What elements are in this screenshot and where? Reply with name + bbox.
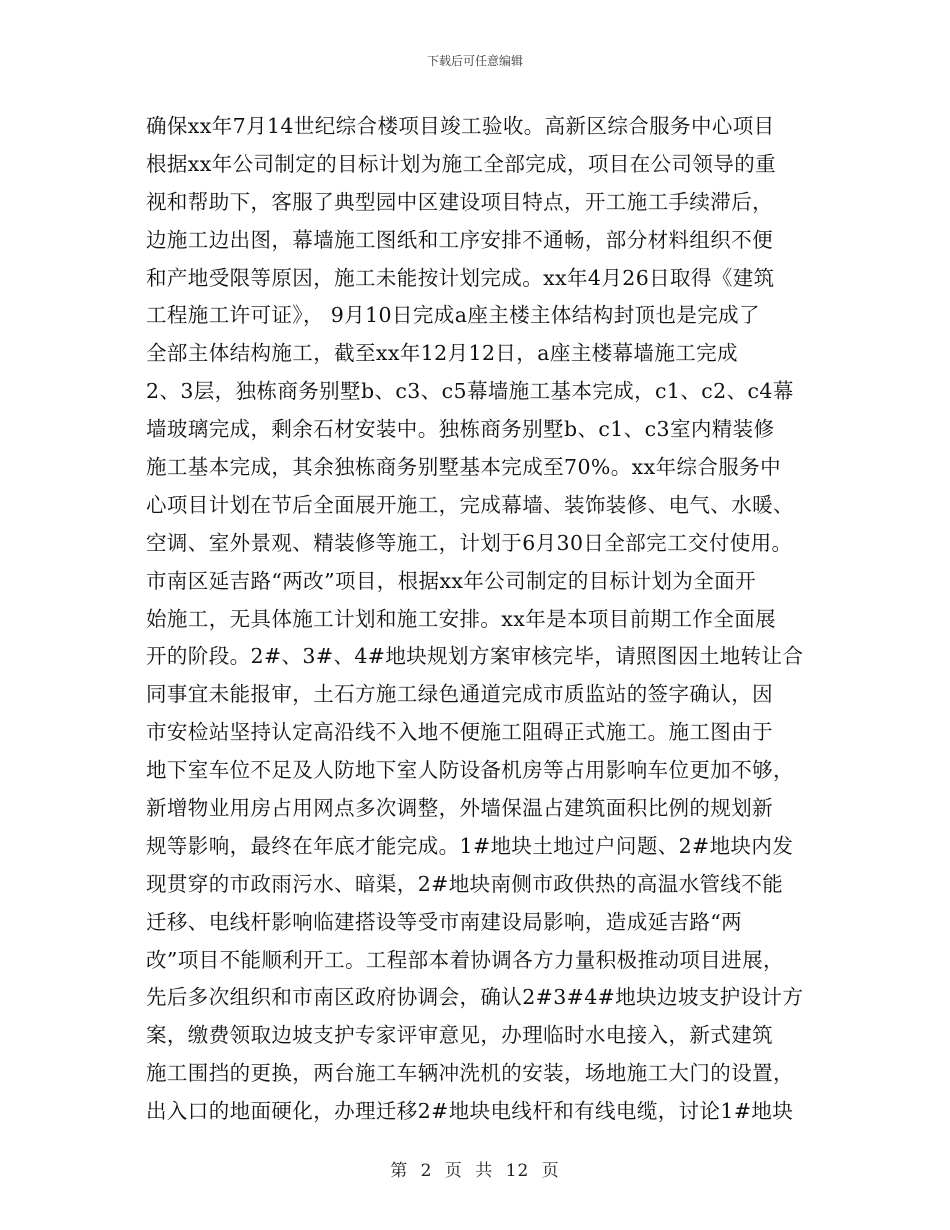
text-line: 同事宜未能报审，土石方施工绿色通道完成市质监站的签字确认，因 bbox=[146, 682, 773, 707]
text-line: 出入口的地面硬化，办理迁移2#地块电线杆和有线电缆，讨论1#地块 bbox=[146, 1099, 794, 1124]
text-line: 改”项目不能顺利开工。工程部本着协调各方力量积极推动项目进展， bbox=[146, 947, 784, 972]
text-line: 规等影响，最终在年底才能完成。1#地块土地过户问题、2#地块内发 bbox=[146, 833, 794, 858]
page-header: 下载后可任意编辑 bbox=[426, 54, 523, 68]
text-line: 视和帮助下，客服了典型园中区建设项目特点，开工施工手续滞后， bbox=[146, 189, 773, 214]
document-body bbox=[146, 108, 826, 1131]
text-line: 2、3层，独栋商务别墅b、c3、c5幕墙施工基本完成，c1、c2、c4幕 bbox=[146, 379, 794, 404]
text-line: 工程施工许可证》， 9月10日完成a座主楼主体结构封顶也是完成了 bbox=[146, 303, 760, 328]
text-line: 迁移、电线杆影响临建搭设等受市南建设局影响，造成延吉路“两 bbox=[146, 909, 743, 934]
text-line: 空调、室外景观、精装修等施工，计划于6月30日全部完工交付使用。 bbox=[146, 530, 793, 555]
text-line: 新增物业用房占用网点多次调整，外墙保温占建筑面积比例的规划新 bbox=[146, 796, 773, 821]
text-line: 施工围挡的更换，两台施工车辆冲洗机的安装，场地施工大门的设置， bbox=[146, 1061, 794, 1086]
text-line: 确保xx年7月14世纪综合楼项目竣工验收。高新区综合服务中心项目 bbox=[146, 114, 775, 138]
text-line: 市南区延吉路“两改”项目，根据xx年公司制定的目标计划为全面开 bbox=[146, 568, 756, 593]
text-line: 地下室车位不足及人防地下室人防设备机房等占用影响车位更加不够， bbox=[146, 758, 794, 783]
page-footer: 第 2 页 共 12 页 bbox=[390, 1161, 560, 1181]
text-line: 边施工边出图，幕墙施工图纸和工序安排不通畅，部分材料组织不便 bbox=[146, 227, 773, 252]
text-line: 始施工，无具体施工计划和施工安排。xx年是本项目前期工作全面展 bbox=[146, 606, 777, 631]
text-line: 根据xx年公司制定的目标计划为施工全部完成，项目在公司领导的重 bbox=[146, 151, 777, 176]
text-line: 和产地受限等原因，施工未能按计划完成。xx年4月26日取得《建筑 bbox=[146, 265, 775, 290]
text-line: 现贯穿的市政雨污水、暗渠，2#地块南侧市政供热的高温水管线不能 bbox=[146, 871, 784, 896]
text-line: 墙玻璃完成，剩余石材安装中。独栋商务别墅b、c1、c3室内精装修 bbox=[146, 417, 775, 442]
text-line: 施工基本完成，其余独栋商务别墅基本完成至70%。xx年综合服务中 bbox=[146, 455, 781, 480]
text-line: 案，缴费领取边坡支护专家评审意见，办理临时水电接入，新式建筑 bbox=[146, 1023, 773, 1048]
text-line: 开的阶段。2#、3#、4#地块规划方案审核完毕，请照图因土地转让合 bbox=[146, 644, 804, 669]
text-line: 市安检站坚持认定高沿线不入地不便施工阻碍正式施工。施工图由于 bbox=[146, 720, 773, 745]
text-line: 先后多次组织和市南区政府协调会，确认2#3#4#地块边坡支护设计方 bbox=[146, 985, 804, 1010]
text-line: 全部主体结构施工，截至xx年12月12日，a座主楼幕墙施工完成 bbox=[146, 341, 738, 366]
text-line: 心项目计划在节后全面展开施工，完成幕墙、装饰装修、电气、水暖、 bbox=[146, 492, 794, 517]
